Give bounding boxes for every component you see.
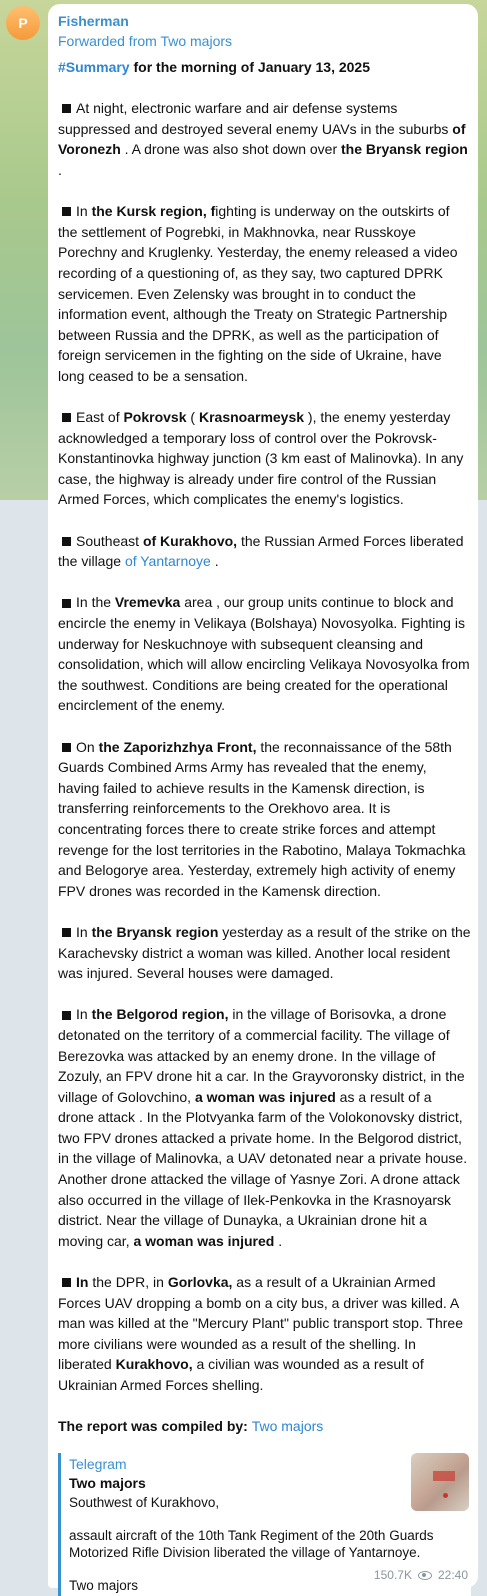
preview-line3: Two majors xyxy=(69,1578,139,1594)
bullet-icon xyxy=(62,1278,71,1287)
view-count: 150.7K xyxy=(373,1568,412,1582)
paragraph-vremevka: In the Vremevka area , our group units continue to block and encircle the enemy in Velikaya (Bolshaya) Novosyolka. Fighting is underway for Neskuchnoye with subsequent cleansing and consolidation, which will allow encircling Velikaya Novosyolka from the southwest. Conditions are being created for the operational encirclement of the enemy. xyxy=(58,594,470,714)
headline: for the morning of January 13, 2025 xyxy=(129,59,370,75)
paragraph-voronezh: At night, electronic warfare and air defense systems suppressed and destroyed several enemy UAVs in the suburbs of Voronezh . A drone was also shot down over the Bryansk region . xyxy=(58,100,468,178)
summary-hashtag[interactable]: #Summary xyxy=(58,59,130,75)
paragraph-belgorod: In the Belgorod region, in the village of Borisovka, a drone detonated on the territory of a commercial facility. The village of Berezovka was attacked by an enemy drone. In the village of Zozuly, an FPV drone hit a car. In the Grayvoronsky district, in the village of Golovchino, a woman was injured as a result of a drone attack . In the Plotvyanka farm of the Volokonovsky district, two FPV drones attacked a private home. In the Belgorod district, in the village of Malinovka, a UAV detonated near a private house. Another drone attacked the village of Yasnye Zori. A drone attack also occurred in the village of Ilek-Penkovka in the Krasnoyarsk district. Near the village of Dunayka, a Ukrainian drone hit a moving car, a woman was injured . xyxy=(58,1006,468,1249)
eye-icon xyxy=(418,1571,432,1580)
message-bubble xyxy=(48,4,478,1594)
message-time: 22:40 xyxy=(437,1568,468,1582)
map-marker-area xyxy=(433,1471,455,1481)
paragraph-pokrovsk: East of Pokrovsk ( Krasnoarmeysk ), the enemy yesterday acknowledged a temporary loss of control over the Pokrovsk-Konstantinovka highway junction (3 km east of Malinovka). In any case, the highway is already under fire control of the Russian Armed Forces, which complicates the enemy's logistics. xyxy=(58,409,464,508)
bullet-icon xyxy=(62,207,71,216)
compiled-by: The report was compiled by: Two majors xyxy=(58,1418,324,1435)
compiled-by-link[interactable]: Two majors xyxy=(251,1418,324,1435)
paragraph-bryansk: In the Bryansk region yesterday as a result of the strike on the Karachevsky district a woman was killed. Another local resident was injured. Several houses were damaged. xyxy=(58,923,471,982)
preview-map-thumbnail[interactable] xyxy=(411,1453,469,1511)
preview-line2: assault aircraft of the 10th Tank Regiment of the 20th Guards Motorized Rifle Division liberated the village of Yantarnoye. xyxy=(69,1528,434,1561)
bullet-icon xyxy=(62,104,71,113)
sender-avatar[interactable] xyxy=(6,6,40,40)
bullet-icon xyxy=(62,537,71,546)
preview-line1: Southwest of Kurakhovo, xyxy=(69,1495,220,1511)
message-text xyxy=(58,57,471,1437)
message-meta xyxy=(374,1568,468,1582)
forwarded-from[interactable] xyxy=(58,31,468,51)
sender-name[interactable]: Fisherman xyxy=(58,13,129,29)
avatar-letter: P xyxy=(18,15,28,31)
bullet-icon xyxy=(62,413,71,422)
yantarnoye-link[interactable]: of Yantarnoye xyxy=(124,553,211,570)
forward-prefix: Forwarded from xyxy=(58,33,157,49)
paragraph-dpr: In the DPR, in Gorlovka, as a result of a Ukrainian Armed Forces UAV dropping a bomb on a city bus, a driver was killed. A man was killed at the "Mercury Plant" public transport stop. Three more civilians were wounded as a result of the shelling. In liberated Kurakhovo, a civilian was wounded as a result of Ukrainian Armed Forces shelling. xyxy=(58,1274,463,1393)
bullet-icon xyxy=(62,1011,71,1020)
paragraph-kurakhovo: Southeast of Kurakhovo, the Russian Armed Forces liberated the village of Yantarnoye . xyxy=(58,532,464,570)
map-pin-icon xyxy=(443,1493,448,1498)
preview-source: Telegram xyxy=(69,1456,127,1473)
preview-title: Two majors xyxy=(69,1475,146,1492)
paragraph-kursk: In the Kursk region, fighting is underway on the outskirts of the settlement of Pogrebki, in Makhnovka, near Russkoye Porechny and Kruglenky. Yesterday, the enemy released a video recording of a questioning of, as they say, two captured DPRK servicemen. Even Zelensky was brought in to conduct the information event, although the Treaty on Strategic Partnership between Russia and the DPRK, as well as the participation of foreign servicemen in the fighting on the side of Ukraine, have long ceased to be a sensation. xyxy=(58,203,458,384)
forward-channel[interactable]: Two majors xyxy=(160,33,233,49)
bullet-icon xyxy=(62,928,71,937)
bullet-icon xyxy=(62,743,71,752)
paragraph-zaporizhzhya: On the Zaporizhzhya Front, the reconnaissance of the 58th Guards Combined Arms Army has revealed that the enemy, having failed to achieve results in the Kamensk direction, is transferring reinforcements to the Orekhovo area. It is concentrating forces there to create strike forces and attempt revenge for the lost territories in the Rabotino, Malaya Tokmachka and Belogorye area. Yesterday, extremely high activity of enemy FPV drones was recorded in the Kamensk direction. xyxy=(58,738,466,899)
bullet-icon xyxy=(62,599,71,608)
